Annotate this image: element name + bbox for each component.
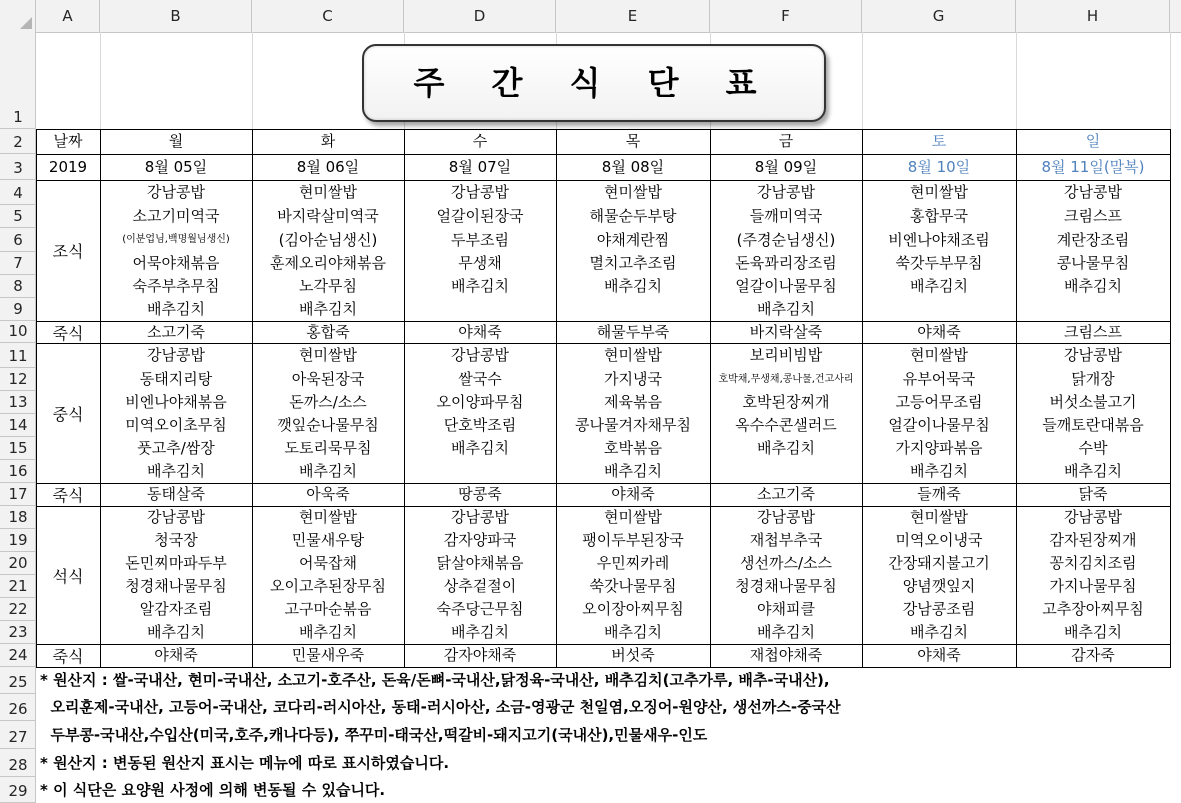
menu-cell[interactable]: 현미쌀밥 xyxy=(299,346,357,364)
menu-cell[interactable]: 배추김치 xyxy=(604,623,662,641)
menu-cell[interactable]: 호박채,무생채,콩나물,건고사리 xyxy=(718,374,854,385)
header-date-5[interactable]: 8월 10일 xyxy=(907,158,971,176)
menu-cell[interactable]: 비엔나야채볶음 xyxy=(125,393,227,411)
column-header-b[interactable]: B xyxy=(100,0,252,32)
menu-cell[interactable] xyxy=(1016,298,1170,321)
menu-cell[interactable]: 감자야채죽 xyxy=(443,646,517,664)
menu-cell[interactable]: 현미쌀밥 xyxy=(604,346,662,364)
header-date-1[interactable]: 8월 06일 xyxy=(296,158,360,176)
menu-cell[interactable]: 어묵야채볶음 xyxy=(132,254,220,272)
menu-cell[interactable]: 돈민찌마파두부 xyxy=(125,554,227,572)
menu-cell[interactable]: 얼갈이나물무침 xyxy=(888,416,990,434)
header-date-4[interactable]: 8월 09일 xyxy=(754,158,818,176)
menu-cell[interactable]: 강남콩밥 xyxy=(147,508,205,526)
menu-cell[interactable]: 비엔나야채조림 xyxy=(888,231,990,249)
column-header-a[interactable]: A xyxy=(36,0,100,32)
header-day-4[interactable]: 금 xyxy=(778,132,794,150)
menu-cell[interactable]: 상추겉절이 xyxy=(443,577,517,595)
menu-cell[interactable]: 유부어묵국 xyxy=(902,370,976,388)
row-header-19[interactable]: 19 xyxy=(0,529,36,552)
menu-cell[interactable]: 청경채나물무침 xyxy=(735,577,837,595)
menu-cell[interactable]: 배추김치 xyxy=(299,462,357,480)
menu-cell[interactable]: 야채죽 xyxy=(154,646,198,664)
row-header-29[interactable]: 29 xyxy=(0,777,36,803)
header-day-5[interactable]: 토 xyxy=(931,132,947,150)
menu-cell[interactable]: 배추김치 xyxy=(757,439,815,457)
header-day-6[interactable]: 일 xyxy=(1085,132,1101,150)
gridline-vertical xyxy=(1016,32,1017,129)
menu-cell[interactable] xyxy=(404,460,556,483)
menu-cell[interactable]: 강남콩밥 xyxy=(451,346,509,364)
menu-cell[interactable]: 감자된장찌개 xyxy=(1049,531,1137,549)
menu-cell[interactable]: 숙주부추무침 xyxy=(132,277,220,295)
menu-cell[interactable]: 수박 xyxy=(1078,439,1108,457)
header-date-6[interactable]: 8월 11일(말복) xyxy=(1041,158,1145,176)
row-header-14[interactable]: 14 xyxy=(0,414,36,437)
menu-cell[interactable]: 생선까스/소스 xyxy=(740,554,832,572)
menu-cell[interactable]: 현미쌀밥 xyxy=(910,183,968,201)
menu-cell[interactable]: 강남콩밥 xyxy=(1064,346,1122,364)
menu-cell[interactable]: 강남콩조림 xyxy=(902,600,976,618)
row-header-9[interactable]: 9 xyxy=(0,298,36,321)
column-header-h[interactable]: H xyxy=(1016,0,1170,32)
menu-cell[interactable]: 팽이두부된장국 xyxy=(582,531,684,549)
menu-cell[interactable]: 들깨토란대볶음 xyxy=(1042,416,1144,434)
menu-cell[interactable]: 강남콩밥 xyxy=(451,508,509,526)
title-box xyxy=(362,44,826,122)
menu-cell[interactable]: 제육볶음 xyxy=(604,393,662,411)
menu-cell[interactable]: 숙주당근무침 xyxy=(436,600,524,618)
row-header-15[interactable]: 15 xyxy=(0,437,36,460)
menu-cell[interactable]: 배추김치 xyxy=(147,462,205,480)
menu-cell[interactable]: 야채죽 xyxy=(917,323,961,341)
menu-cell[interactable]: 고추장아찌무침 xyxy=(1042,600,1144,618)
menu-cell[interactable]: 닭개장 xyxy=(1071,370,1115,388)
header-date-0[interactable]: 8월 05일 xyxy=(144,158,208,176)
menu-cell[interactable]: 버섯소불고기 xyxy=(1049,393,1137,411)
menu-cell[interactable]: 가지냉국 xyxy=(604,370,662,388)
menu-cell[interactable]: 현미쌀밥 xyxy=(299,508,357,526)
menu-cell[interactable]: 소고기죽 xyxy=(147,323,205,341)
menu-cell[interactable]: 홍합죽 xyxy=(306,323,350,341)
menu-cell[interactable]: 오이고추된장무침 xyxy=(270,577,386,595)
page-title: 주 간 식 단 표 xyxy=(413,64,775,102)
menu-cell[interactable]: 배추김치 xyxy=(757,300,815,318)
header-date-2[interactable]: 8월 07일 xyxy=(448,158,512,176)
menu-cell[interactable]: 오이장아찌무침 xyxy=(582,600,684,618)
menu-cell[interactable]: 강남콩밥 xyxy=(1064,183,1122,201)
menu-cell[interactable]: 간장돼지불고기 xyxy=(888,554,990,572)
menu-cell[interactable]: 배추김치 xyxy=(299,623,357,641)
menu-cell[interactable]: 버섯죽 xyxy=(611,646,655,664)
row-header-6[interactable]: 6 xyxy=(0,228,36,252)
menu-cell[interactable]: 동태살죽 xyxy=(147,485,205,503)
select-all-corner[interactable] xyxy=(0,0,36,32)
column-header-d[interactable]: D xyxy=(404,0,556,32)
menu-cell[interactable]: 쑥갓두부무침 xyxy=(895,254,983,272)
row-header-1[interactable]: 1 xyxy=(0,32,36,129)
menu-cell[interactable]: 야채죽 xyxy=(917,646,961,664)
table-border-vertical xyxy=(1170,129,1171,667)
menu-cell[interactable]: 동태지리탕 xyxy=(139,370,213,388)
menu-cell[interactable]: 배추김치 xyxy=(1064,277,1122,295)
menu-cell[interactable]: 알감자조림 xyxy=(139,600,213,618)
menu-cell[interactable]: 쑥갓나물무침 xyxy=(589,577,677,595)
menu-cell[interactable] xyxy=(404,298,556,321)
menu-cell[interactable]: 콩나물겨자채무침 xyxy=(575,416,691,434)
menu-cell[interactable]: 가지나물무침 xyxy=(1049,577,1137,595)
menu-cell[interactable]: 배추김치 xyxy=(147,623,205,641)
menu-cell[interactable]: 소고기미역국 xyxy=(132,207,220,225)
gridline-vertical xyxy=(252,32,253,129)
meal-label: 죽식 xyxy=(52,486,84,505)
menu-cell[interactable]: 감자양파국 xyxy=(443,531,517,549)
menu-cell[interactable]: 풋고추/쌈장 xyxy=(137,439,215,457)
row-header-13[interactable]: 13 xyxy=(0,391,36,414)
menu-cell[interactable]: 계란장조림 xyxy=(1056,231,1130,249)
menu-cell[interactable]: 강남콩밥 xyxy=(451,183,509,201)
column-header-c[interactable]: C xyxy=(252,0,404,32)
menu-cell[interactable]: 돈까스/소스 xyxy=(289,393,367,411)
menu-cell[interactable]: 미역오이초무침 xyxy=(125,416,227,434)
menu-cell[interactable]: 돈육꽈리장조림 xyxy=(735,254,837,272)
menu-cell[interactable]: 아욱된장국 xyxy=(291,370,365,388)
menu-cell[interactable]: 해물순두부탕 xyxy=(589,207,677,225)
menu-cell[interactable]: 강남콩밥 xyxy=(147,346,205,364)
menu-cell[interactable]: 얼갈이된장국 xyxy=(436,207,524,225)
menu-cell[interactable]: 민물새우죽 xyxy=(291,646,365,664)
menu-cell[interactable]: 홍합무국 xyxy=(910,207,968,225)
menu-cell[interactable]: 배추김치 xyxy=(299,300,357,318)
menu-cell[interactable]: 우민찌카레 xyxy=(596,554,670,572)
column-header-e[interactable]: E xyxy=(556,0,710,32)
menu-cell[interactable] xyxy=(556,298,710,321)
menu-cell[interactable]: 쌀국수 xyxy=(458,370,502,388)
menu-cell[interactable]: 배추김치 xyxy=(451,277,509,295)
menu-cell[interactable]: 배추김치 xyxy=(910,623,968,641)
menu-cell[interactable]: 강남콩밥 xyxy=(757,183,815,201)
column-header-f[interactable]: F xyxy=(710,0,862,32)
menu-cell[interactable]: 양념깻잎지 xyxy=(902,577,976,595)
menu-cell[interactable]: 멸치고추조림 xyxy=(589,254,677,272)
menu-cell[interactable]: 닭죽 xyxy=(1078,485,1108,503)
row-header-bar xyxy=(0,32,36,803)
menu-cell[interactable]: 배추김치 xyxy=(451,439,509,457)
menu-cell[interactable]: 배추김치 xyxy=(757,623,815,641)
menu-cell[interactable]: 얼갈이나물무침 xyxy=(735,277,837,295)
menu-cell[interactable]: 강남콩밥 xyxy=(1064,508,1122,526)
menu-cell[interactable]: 단호박조림 xyxy=(443,416,517,434)
menu-cell[interactable]: 강남콩밥 xyxy=(147,183,205,201)
row-header-7[interactable]: 7 xyxy=(0,252,36,275)
menu-cell[interactable]: 현미쌀밥 xyxy=(604,508,662,526)
row-header-5[interactable]: 5 xyxy=(0,205,36,228)
menu-cell[interactable]: 꽁치김치조림 xyxy=(1049,554,1137,572)
row-header-12[interactable]: 12 xyxy=(0,368,36,391)
menu-cell[interactable]: 배추김치 xyxy=(451,623,509,641)
menu-cell[interactable]: 현미쌀밥 xyxy=(910,508,968,526)
menu-cell[interactable]: (주경순님생신) xyxy=(736,231,836,249)
menu-cell[interactable]: 아욱죽 xyxy=(306,485,350,503)
menu-cell[interactable]: 소고기죽 xyxy=(757,485,815,503)
row-header-22[interactable]: 22 xyxy=(0,598,36,621)
menu-cell[interactable]: 노각무침 xyxy=(299,277,357,295)
menu-cell[interactable]: 호박된장찌개 xyxy=(742,393,830,411)
menu-cell[interactable]: 닭살야채볶음 xyxy=(436,554,524,572)
meal-label: 조식 xyxy=(52,242,84,261)
column-header-g[interactable]: G xyxy=(862,0,1016,32)
menu-cell[interactable]: 가지양파볶음 xyxy=(895,439,983,457)
menu-cell[interactable]: 재첩부추국 xyxy=(749,531,823,549)
menu-cell[interactable]: 오이양파무침 xyxy=(436,393,524,411)
menu-cell[interactable]: 재첩야채죽 xyxy=(749,646,823,664)
menu-cell[interactable]: 강남콩밥 xyxy=(757,508,815,526)
menu-cell[interactable]: 청경채나물무침 xyxy=(125,577,227,595)
gridline-vertical xyxy=(100,32,101,129)
menu-cell[interactable]: 배추김치 xyxy=(1064,623,1122,641)
menu-cell[interactable]: 호박볶음 xyxy=(604,439,662,457)
menu-cell[interactable]: 크림스프 xyxy=(1064,323,1122,341)
row-header-17[interactable]: 17 xyxy=(0,483,36,506)
menu-cell[interactable]: 배추김치 xyxy=(147,300,205,318)
menu-cell[interactable]: 고구마순볶음 xyxy=(284,600,372,618)
header-date-label[interactable]: 날짜 xyxy=(53,132,83,150)
header-day-3[interactable]: 목 xyxy=(625,132,641,150)
row-header-11[interactable]: 11 xyxy=(0,343,36,368)
row-header-20[interactable]: 20 xyxy=(0,552,36,575)
menu-cell[interactable]: 감자죽 xyxy=(1071,646,1115,664)
menu-cell[interactable]: 들깨죽 xyxy=(917,485,961,503)
meal-label: 석식 xyxy=(52,566,84,586)
menu-cell[interactable]: 미역오이냉국 xyxy=(895,531,983,549)
menu-cell[interactable]: 배추김치 xyxy=(604,277,662,295)
header-year[interactable]: 2019 xyxy=(48,158,88,176)
header-day-2[interactable]: 수 xyxy=(472,132,488,150)
menu-cell[interactable]: 야채죽 xyxy=(611,485,655,503)
menu-cell[interactable]: 현미쌀밥 xyxy=(910,346,968,364)
menu-cell[interactable]: 훈제오리야채볶음 xyxy=(270,254,386,272)
origin-note[interactable]: 두부콩-국내산,수입산(미국,호주,캐나다등), 쭈꾸미-태국산,떡갈비-돼지고기(국내산),민물새우-인도 xyxy=(40,726,708,744)
origin-note[interactable]: 오리훈제-국내산, 고등어-국내산, 코다리-러시아산, 동태-러시아산, 소금-영광군 천일염,오징어-원양산, 생선까스-중국산 xyxy=(40,698,841,716)
header-day-1[interactable]: 화 xyxy=(320,132,336,150)
origin-note[interactable]: * 원산지 : 쌀-국내산, 현미-국내산, 소고기-호주산, 돈육/돈뼈-국내산,닭정육-국내산, 배추김치(고추가루, 배추-국내산), xyxy=(40,671,830,689)
row-header-10[interactable]: 10 xyxy=(0,321,36,343)
meal-label: 죽식 xyxy=(52,323,84,343)
row-header-18[interactable]: 18 xyxy=(0,506,36,529)
menu-cell[interactable]: 땅콩죽 xyxy=(458,485,502,503)
menu-cell[interactable]: 깻잎순나물무침 xyxy=(277,416,379,434)
row-header-23[interactable]: 23 xyxy=(0,621,36,644)
origin-note[interactable]: * 이 식단은 요양원 사정에 의해 변동될 수 있습니다. xyxy=(40,781,386,799)
menu-cell[interactable]: 크림스프 xyxy=(1064,207,1122,225)
row-header-25[interactable]: 25 xyxy=(0,667,36,694)
menu-cell[interactable]: 들깨미역국 xyxy=(749,207,823,225)
row-header-28[interactable]: 28 xyxy=(0,749,36,777)
row-header-27[interactable]: 27 xyxy=(0,721,36,749)
menu-cell[interactable]: 옥수수콘샐러드 xyxy=(735,416,837,434)
menu-cell[interactable]: 콩나물무침 xyxy=(1056,254,1130,272)
row-header-8[interactable]: 8 xyxy=(0,275,36,298)
menu-cell[interactable]: 배추김치 xyxy=(910,277,968,295)
header-day-0[interactable]: 월 xyxy=(168,132,184,150)
meal-label: 죽식 xyxy=(52,647,84,666)
row-header-3[interactable]: 3 xyxy=(0,154,36,180)
row-header-2[interactable]: 2 xyxy=(0,129,36,154)
menu-cell[interactable]: 배추김치 xyxy=(604,462,662,480)
menu-cell[interactable]: (김아순님생신) xyxy=(278,231,378,249)
menu-cell[interactable]: 민물새우탕 xyxy=(291,531,365,549)
menu-cell[interactable]: 현미쌀밥 xyxy=(604,183,662,201)
menu-cell[interactable]: 보리비빔밥 xyxy=(749,346,823,364)
header-date-3[interactable]: 8월 08일 xyxy=(601,158,665,176)
menu-cell[interactable]: 고등어무조림 xyxy=(895,393,983,411)
origin-note[interactable]: * 원산지 : 변동된 원산지 표시는 메뉴에 따로 표시하였습니다. xyxy=(40,754,450,772)
row-header-21[interactable]: 21 xyxy=(0,575,36,598)
menu-cell[interactable]: 현미쌀밥 xyxy=(299,183,357,201)
menu-cell[interactable]: 배추김치 xyxy=(910,462,968,480)
menu-cell[interactable]: 어묵잡채 xyxy=(299,554,357,572)
menu-cell[interactable]: 청국장 xyxy=(154,531,198,549)
row-header-4[interactable]: 4 xyxy=(0,180,36,205)
menu-cell[interactable]: (이분업님,백명월님생신) xyxy=(122,234,230,245)
menu-cell[interactable]: 야채죽 xyxy=(458,323,502,341)
row-header-16[interactable]: 16 xyxy=(0,460,36,483)
column-header-bar xyxy=(0,0,1181,33)
gridline-vertical xyxy=(1170,32,1171,129)
menu-cell[interactable]: 도토리묵무침 xyxy=(284,439,372,457)
meal-label: 중식 xyxy=(52,404,84,424)
menu-cell[interactable]: 바지락살미역국 xyxy=(277,207,379,225)
menu-cell[interactable]: 두부조림 xyxy=(451,231,509,249)
menu-cell[interactable] xyxy=(710,460,862,483)
menu-cell[interactable]: 해물두부죽 xyxy=(596,323,670,341)
menu-cell[interactable]: 무생채 xyxy=(458,254,502,272)
row-header-26[interactable]: 26 xyxy=(0,694,36,721)
menu-cell[interactable]: 야채계란찜 xyxy=(596,231,670,249)
row-header-24[interactable]: 24 xyxy=(0,644,36,667)
gridline-vertical xyxy=(862,32,863,129)
menu-cell[interactable]: 배추김치 xyxy=(1064,462,1122,480)
menu-cell[interactable] xyxy=(862,298,1016,321)
menu-cell[interactable]: 야채피클 xyxy=(757,600,815,618)
menu-cell[interactable]: 바지락살죽 xyxy=(749,323,823,341)
